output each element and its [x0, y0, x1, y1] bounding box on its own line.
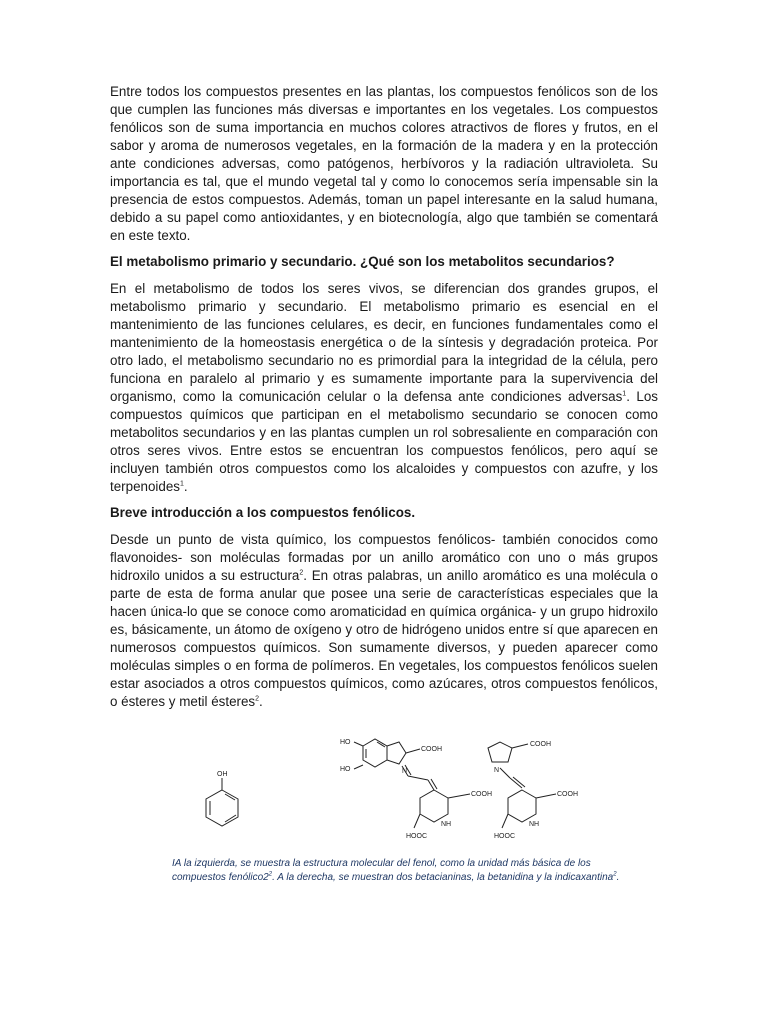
- chemical-structures-figure: [170, 728, 640, 858]
- chemical-structures-svg: [170, 728, 640, 853]
- footnote-ref: 1: [179, 480, 184, 488]
- indicaxanthin-nh: NH: [529, 821, 540, 828]
- phenol-oh-label: OH: [217, 771, 228, 778]
- caption-footnote-ref: 2: [268, 871, 273, 878]
- indicaxanthin-nplus: N: [494, 767, 500, 774]
- heading-metabolismo: El metabolismo primario y secundario. ¿Qué son los metabolitos secundarios?: [110, 254, 615, 269]
- caption-part2: . A la derecha, se muestran dos betacianinas, la betanidina y la indicaxantina: [272, 872, 614, 883]
- indicaxanthin-structure: [488, 741, 578, 840]
- betanidin-nplus: N: [402, 768, 408, 775]
- betanidin-ho-bottom: HO: [340, 766, 351, 773]
- paragraph-fenolicos-part3: .: [259, 694, 263, 709]
- indicaxanthin-cooh-top: COOH: [530, 741, 551, 748]
- document-body: [110, 83, 658, 719]
- paragraph-metabolismo-part2: . Los compuestos químicos que participan en el metabolismo secundario se conocen como metabolitos secundarios y en las plantas cumplen un rol sobresaliente en comparación con otros seres vivos. Entre estos se encuentran los compuestos fenólicos, pero aquí se incluyen también otros compuestos como los alcaloides y compuestos con azufre, y los terpenoides: [110, 389, 658, 494]
- indicaxanthin-hooc: HOOC: [494, 833, 515, 840]
- paragraph-intro: Entre todos los compuestos presentes en las plantas, los compuestos fenólicos son de los que cumplen las funciones más diversas e importantes en los vegetales. Los compuestos fenólicos son de suma importancia en muchos colores atractivos de flores y frutos, en el sabor y aroma de numerosos vegetales, en la formación de la madera y en la protección ante condiciones adversas, como patógenos, herbívoros y la radiación ultravioleta. Su importancia es tal, que el mundo vegetal tal y como lo conocemos sería impensable sin la presencia de estos compuestos. Además, toman un papel interesante en la salud humana, debido a su papel como antioxidantes, y en biotecnología, algo que también se comentará en este texto.: [110, 84, 658, 243]
- heading-fenolicos: Breve introducción a los compuestos fenólicos.: [110, 505, 416, 520]
- betanidin-hooc: HOOC: [406, 833, 427, 840]
- footnote-ref: 1: [622, 390, 627, 398]
- betanidin-cooh-top: COOH: [421, 746, 442, 753]
- paragraph-fenolicos-part1: Desde un punto de vista químico, los compuestos fenólicos- también conocidos como flavonoides- son moléculas formadas por un anillo aromático con uno o más grupos hidroxilo unidos a su estructura: [110, 532, 658, 583]
- footnote-ref: 2: [299, 569, 304, 577]
- betanidin-nh: NH: [441, 821, 452, 828]
- paragraph-fenolicos: [110, 531, 658, 711]
- caption-footnote-ref: 2: [613, 871, 617, 878]
- paragraph-metabolismo-part1: En el metabolismo de todos los seres vivos, se diferencian dos grandes grupos, el metabolismo primario y secundario. El metabolismo primario es esencial en el mantenimiento de las funciones celulares, es decir, en funciones fundamentales como el mantenimiento de la homeostasis energética o de la síntesis y degradación proteica. Por otro lado, el metabolismo secundario no es primordial para la integridad de la célula, pero funciona en paralelo al primario y es sumamente importante para la supervivencia del organismo, como la comunicación celular o la defensa ante condiciones adversas: [110, 281, 658, 404]
- phenol-structure: [206, 771, 238, 826]
- paragraph-fenolicos-part2: . En otras palabras, un anillo aromático es una molécula o parte de esta de forma anular que posee una serie de características especiales que la hacen única-lo que se conoce como aromaticidad en química orgánica- y un grupo hidroxilo es, básicamente, un átomo de oxígeno y otro de hidrógeno unidos entre sí que aparecen en numerosos compuestos químicos. Son sumamente diversos, y pueden aparecer como moléculas simples o en forma de polímeros. En vegetales, los compuestos fenólicos suelen estar asociados a otros compuestos químicos, como azúcares, otros compuestos fenólicos, o ésteres y metil ésteres: [110, 568, 658, 709]
- indicaxanthin-cooh-right: COOH: [557, 791, 578, 798]
- betanidin-structure: [340, 739, 492, 840]
- footnote-ref: 2: [255, 695, 260, 703]
- betanidin-cooh-right: COOH: [471, 791, 492, 798]
- betanidin-ho-top: HO: [340, 739, 351, 746]
- paragraph-metabolismo-part3: .: [183, 479, 188, 494]
- caption-part1: IA la izquierda, se muestra la estructura molecular del fenol, como la unidad más básica de los compuestos fenólico2: [172, 858, 591, 883]
- figure-caption: [172, 857, 622, 885]
- caption-part3: .: [616, 872, 620, 883]
- paragraph-metabolismo: [110, 280, 658, 496]
